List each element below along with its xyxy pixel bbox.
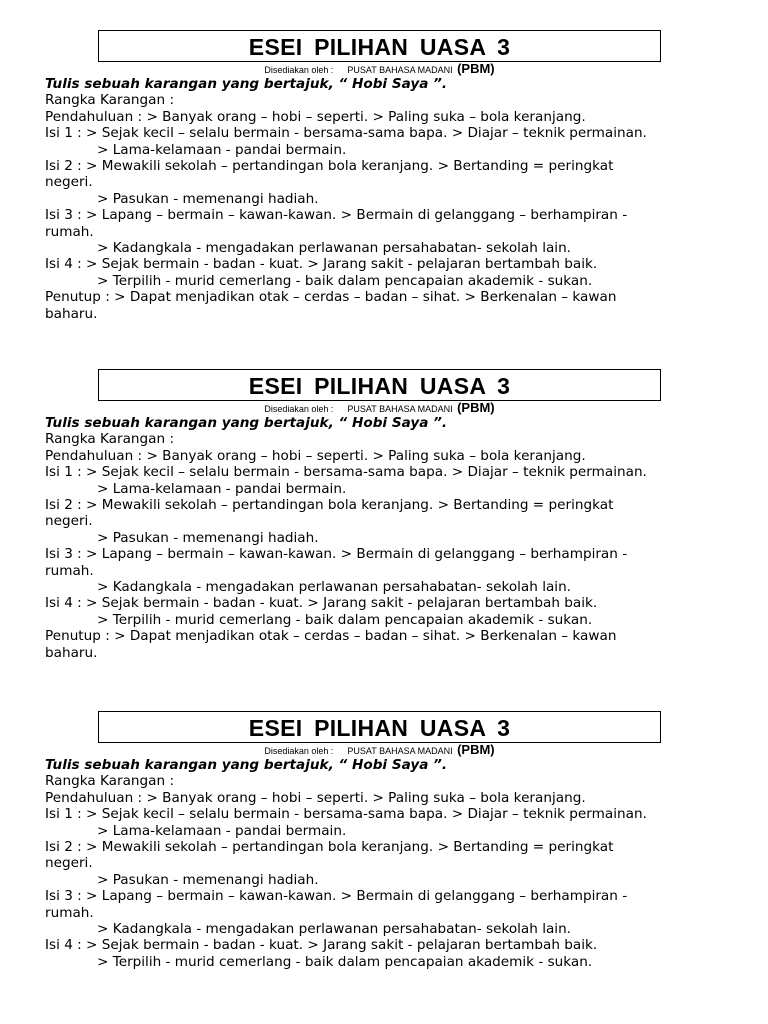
essay-prompt: Tulis sebuah karangan yang bertajuk, “ Hobi Saya ”.: [45, 415, 448, 431]
outline-line: Penutup : > Dapat menjadikan otak – cerdas – badan – sihat. > Berkenalan – kawan: [45, 289, 617, 306]
outline-line: Isi 2 : > Mewakili sekolah – pertandingan bola keranjang. > Bertanding = peringkat: [45, 158, 614, 175]
outline-line: Isi 4 : > Sejak bermain - badan - kuat. > Jarang sakit - pelajaran bertambah baik.: [45, 595, 598, 612]
outline-line: Isi 1 : > Sejak kecil – selalu bermain - bersama-sama bapa. > Diajar – teknik permainan.: [45, 806, 647, 823]
credit-line: [98, 401, 661, 415]
outline-line: Isi 4 : > Sejak bermain - badan - kuat. > Jarang sakit - pelajaran bertambah baik.: [45, 937, 598, 954]
outline-line: Pendahuluan : > Banyak orang – hobi – seperti. > Paling suka – bola keranjang.: [45, 108, 586, 125]
credit-abbr: (PBM): [457, 61, 495, 76]
outline-line: Pendahuluan : > Banyak orang – hobi – seperti. > Paling suka – bola keranjang.: [45, 789, 586, 806]
essay-section-1: [45, 30, 735, 322]
outline-line: Isi 3 : > Lapang – bermain – kawan-kawan. > Bermain di gelanggang – berhampiran -: [45, 207, 628, 224]
credit-org: PUSAT BAHASA MADANI: [347, 404, 453, 414]
outline-line: > Kadangkala - mengadakan perlawanan persahabatan- sekolah lain.: [97, 921, 572, 938]
outline-line: baharu.: [45, 644, 98, 661]
outline-line: negeri.: [45, 174, 93, 191]
outline-heading: Rangka Karangan :: [45, 92, 175, 109]
essay-prompt: Tulis sebuah karangan yang bertajuk, “ Hobi Saya ”.: [45, 757, 448, 773]
outline-line: > Kadangkala - mengadakan perlawanan persahabatan- sekolah lain.: [97, 240, 572, 257]
outline-heading: Rangka Karangan :: [45, 773, 175, 790]
outline-line: Isi 1 : > Sejak kecil – selalu bermain - bersama-sama bapa. > Diajar – teknik permainan.: [45, 125, 647, 142]
outline-line: rumah.: [45, 562, 94, 579]
outline-heading: Rangka Karangan :: [45, 431, 175, 448]
credit-org: PUSAT BAHASA MADANI: [347, 746, 453, 756]
outline-line: rumah.: [45, 904, 94, 921]
outline-line: baharu.: [45, 305, 98, 322]
outline-line: negeri.: [45, 855, 93, 872]
credit-line: [98, 743, 661, 757]
outline-line: Isi 1 : > Sejak kecil – selalu bermain - bersama-sama bapa. > Diajar – teknik permainan.: [45, 464, 647, 481]
outline-line: Isi 2 : > Mewakili sekolah – pertandingan bola keranjang. > Bertanding = peringkat: [45, 497, 614, 514]
section-title: ESEI PILIHAN UASA 3: [98, 711, 661, 743]
outline-line: > Terpilih - murid cemerlang - baik dalam pencapaian akademik - sukan.: [97, 953, 593, 970]
credit-label: Disediakan oleh :: [264, 404, 334, 414]
outline-line: > Pasukan - memenangi hadiah.: [97, 871, 319, 888]
essay-prompt: Tulis sebuah karangan yang bertajuk, “ Hobi Saya ”.: [45, 76, 448, 92]
section-title: ESEI PILIHAN UASA 3: [98, 30, 661, 62]
credit-abbr: (PBM): [457, 742, 495, 757]
outline-line: Isi 4 : > Sejak bermain - badan - kuat. > Jarang sakit - pelajaran bertambah baik.: [45, 256, 598, 273]
credit-line: [98, 62, 661, 76]
outline-line: > Lama-kelamaan - pandai bermain.: [97, 141, 347, 158]
credit-org: PUSAT BAHASA MADANI: [347, 65, 453, 75]
outline-line: > Lama-kelamaan - pandai bermain.: [97, 480, 347, 497]
credit-label: Disediakan oleh :: [264, 746, 334, 756]
outline-line: Penutup : > Dapat menjadikan otak – cerdas – badan – sihat. > Berkenalan – kawan: [45, 628, 617, 645]
outline-line: > Terpilih - murid cemerlang - baik dalam pencapaian akademik - sukan.: [97, 611, 593, 628]
essay-section-2: [45, 369, 735, 661]
credit-abbr: (PBM): [457, 400, 495, 415]
section-title: ESEI PILIHAN UASA 3: [98, 369, 661, 401]
outline-line: > Pasukan - memenangi hadiah.: [97, 529, 319, 546]
outline-line: rumah.: [45, 223, 94, 240]
essay-section-3: [45, 711, 735, 970]
outline-line: > Terpilih - murid cemerlang - baik dalam pencapaian akademik - sukan.: [97, 272, 593, 289]
outline-line: > Lama-kelamaan - pandai bermain.: [97, 822, 347, 839]
outline-line: Isi 3 : > Lapang – bermain – kawan-kawan. > Bermain di gelanggang – berhampiran -: [45, 546, 628, 563]
outline-line: negeri.: [45, 513, 93, 530]
credit-label: Disediakan oleh :: [264, 65, 334, 75]
outline-line: > Pasukan - memenangi hadiah.: [97, 190, 319, 207]
outline-line: Isi 3 : > Lapang – bermain – kawan-kawan. > Bermain di gelanggang – berhampiran -: [45, 888, 628, 905]
outline-line: Isi 2 : > Mewakili sekolah – pertandingan bola keranjang. > Bertanding = peringkat: [45, 839, 614, 856]
outline-line: > Kadangkala - mengadakan perlawanan persahabatan- sekolah lain.: [97, 579, 572, 596]
outline-line: Pendahuluan : > Banyak orang – hobi – seperti. > Paling suka – bola keranjang.: [45, 447, 586, 464]
